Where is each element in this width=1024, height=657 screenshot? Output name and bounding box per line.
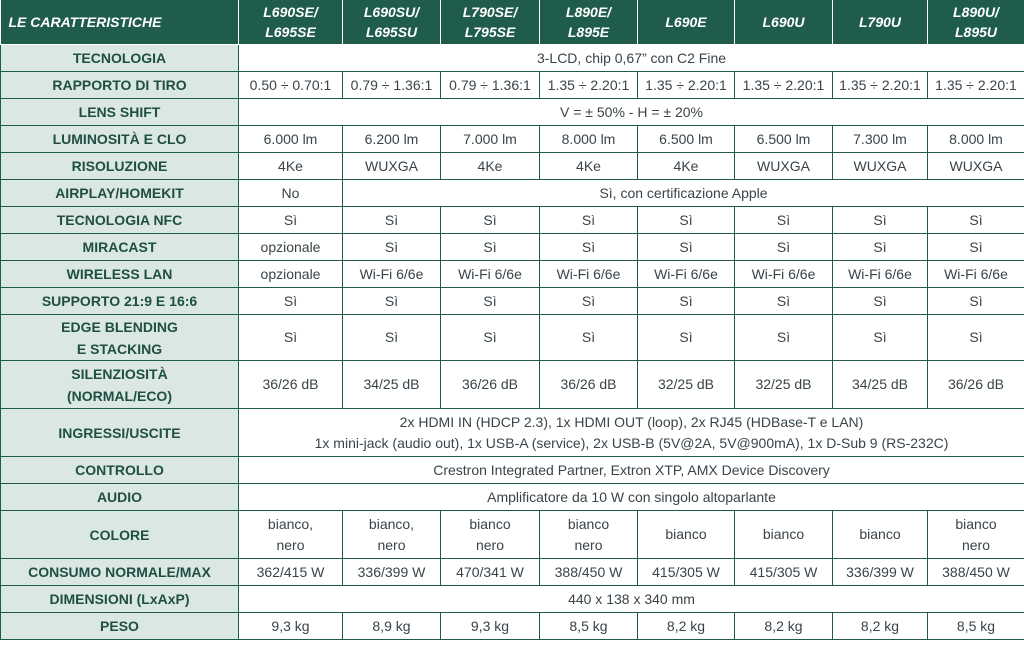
cell-value: No — [239, 180, 343, 207]
cell-value: Wi-Fi 6/6e — [343, 261, 441, 288]
cell-value: Sì — [638, 234, 735, 261]
row-label: AIRPLAY/HOMEKIT — [1, 180, 239, 207]
cell-value: 388/450 W — [540, 559, 638, 586]
cell-value: Wi-Fi 6/6e — [735, 261, 833, 288]
cell-value: Sì — [735, 207, 833, 234]
cell-value: Wi-Fi 6/6e — [928, 261, 1024, 288]
cell-value: bianco, nero — [343, 511, 441, 559]
row-label: WIRELESS LAN — [1, 261, 239, 288]
row-label: CONSUMO NORMALE/MAX — [1, 559, 239, 586]
row-miracast — [1, 234, 1024, 261]
cell-value: Sì — [540, 207, 638, 234]
header-model: L690SE/ L695SE — [239, 0, 343, 45]
row-rapporto-di-tiro — [1, 72, 1024, 99]
cell-value: Sì — [441, 315, 540, 361]
cell-value: Sì — [343, 207, 441, 234]
cell-value: 34/25 dB — [833, 361, 928, 409]
cell-value: Sì — [239, 207, 343, 234]
row-label: SILENZIOSITÀ (NORMAL/ECO) — [1, 361, 239, 409]
cell-value: 36/26 dB — [239, 361, 343, 409]
row-supporto — [1, 288, 1024, 315]
cell-value: 8,2 kg — [833, 613, 928, 640]
row-colore — [1, 511, 1024, 559]
cell-value: Wi-Fi 6/6e — [638, 261, 735, 288]
cell-value: Sì — [928, 315, 1024, 361]
cell-value: opzionale — [239, 261, 343, 288]
row-label: COLORE — [1, 511, 239, 559]
header-row — [1, 0, 1024, 45]
cell-value: V = ± 50% - H = ± 20% — [239, 99, 1024, 126]
row-label: MIRACAST — [1, 234, 239, 261]
cell-value: 8,2 kg — [638, 613, 735, 640]
cell-value: 440 x 138 x 340 mm — [239, 586, 1024, 613]
cell-value: Sì — [540, 315, 638, 361]
cell-value: 7.000 lm — [441, 126, 540, 153]
cell-value: 415/305 W — [638, 559, 735, 586]
cell-value: Sì — [540, 234, 638, 261]
cell-value: WUXGA — [928, 153, 1024, 180]
row-label: LENS SHIFT — [1, 99, 239, 126]
cell-value: Wi-Fi 6/6e — [441, 261, 540, 288]
cell-value: Sì — [441, 288, 540, 315]
header-features: LE CARATTERISTICHE — [1, 0, 239, 45]
row-luminosita — [1, 126, 1024, 153]
cell-value: 4Ke — [540, 153, 638, 180]
cell-value: 7.300 lm — [833, 126, 928, 153]
cell-value: Wi-Fi 6/6e — [540, 261, 638, 288]
row-peso — [1, 613, 1024, 640]
header-model: L690U — [735, 0, 833, 45]
row-label: CONTROLLO — [1, 457, 239, 484]
cell-value: 4Ke — [239, 153, 343, 180]
cell-value: 8.000 lm — [540, 126, 638, 153]
cell-value: bianco nero — [540, 511, 638, 559]
header-model: L690SU/ L695SU — [343, 0, 441, 45]
header-model: L890E/ L895E — [540, 0, 638, 45]
row-label: RISOLUZIONE — [1, 153, 239, 180]
cell-value: Sì — [638, 288, 735, 315]
cell-value: 32/25 dB — [735, 361, 833, 409]
row-label: AUDIO — [1, 484, 239, 511]
cell-value: bianco nero — [928, 511, 1024, 559]
cell-value: 9,3 kg — [441, 613, 540, 640]
row-wireless-lan — [1, 261, 1024, 288]
row-label: EDGE BLENDING E STACKING — [1, 315, 239, 361]
cell-value: 0.50 ÷ 0.70:1 — [239, 72, 343, 99]
row-edge-blending — [1, 315, 1024, 361]
cell-value: Sì — [638, 207, 735, 234]
row-controllo — [1, 457, 1024, 484]
cell-value: 36/26 dB — [441, 361, 540, 409]
cell-value: Sì — [928, 207, 1024, 234]
cell-value: 388/450 W — [928, 559, 1024, 586]
header-model: L890U/ L895U — [928, 0, 1024, 45]
cell-value: 36/26 dB — [540, 361, 638, 409]
cell-value: 0.79 ÷ 1.36:1 — [441, 72, 540, 99]
cell-value: 1.35 ÷ 2.20:1 — [928, 72, 1024, 99]
cell-value: Sì — [735, 315, 833, 361]
row-lens-shift — [1, 99, 1024, 126]
cell-value: 6.200 lm — [343, 126, 441, 153]
row-tecnologia-nfc — [1, 207, 1024, 234]
cell-value: 362/415 W — [239, 559, 343, 586]
cell-value: 6.000 lm — [239, 126, 343, 153]
row-label: PESO — [1, 613, 239, 640]
cell-value: Sì — [239, 288, 343, 315]
cell-value: 336/399 W — [343, 559, 441, 586]
cell-value: Sì — [735, 288, 833, 315]
header-model: L790U — [833, 0, 928, 45]
cell-value: bianco — [735, 511, 833, 559]
row-label: INGRESSI/USCITE — [1, 409, 239, 457]
cell-value: 3-LCD, chip 0,67” con C2 Fine — [239, 45, 1024, 72]
cell-value: Sì — [239, 315, 343, 361]
cell-value: 470/341 W — [441, 559, 540, 586]
cell-value: opzionale — [239, 234, 343, 261]
cell-value: WUXGA — [343, 153, 441, 180]
row-label: LUMINOSITÀ E CLO — [1, 126, 239, 153]
row-airplay-homekit — [1, 180, 1024, 207]
cell-value: Sì — [441, 207, 540, 234]
cell-value: Amplificatore da 10 W con singolo altoparlante — [239, 484, 1024, 511]
cell-value: 6.500 lm — [735, 126, 833, 153]
cell-value: 1.35 ÷ 2.20:1 — [833, 72, 928, 99]
cell-value: 6.500 lm — [638, 126, 735, 153]
row-label: DIMENSIONI (LxAxP) — [1, 586, 239, 613]
cell-value: 1.35 ÷ 2.20:1 — [540, 72, 638, 99]
cell-value: Sì — [540, 288, 638, 315]
cell-value: bianco nero — [441, 511, 540, 559]
cell-value: Sì, con certificazione Apple — [343, 180, 1024, 207]
cell-value: 336/399 W — [833, 559, 928, 586]
cell-value: 34/25 dB — [343, 361, 441, 409]
row-audio — [1, 484, 1024, 511]
cell-value: 8,5 kg — [540, 613, 638, 640]
cell-value: Sì — [343, 234, 441, 261]
row-ingressi-uscite — [1, 409, 1024, 457]
cell-value: Sì — [735, 234, 833, 261]
cell-value: 8.000 lm — [928, 126, 1024, 153]
cell-value: Sì — [638, 315, 735, 361]
cell-value: Sì — [343, 288, 441, 315]
row-label: SUPPORTO 21:9 E 16:6 — [1, 288, 239, 315]
cell-value: 8,9 kg — [343, 613, 441, 640]
cell-value: Sì — [928, 234, 1024, 261]
cell-value: 1.35 ÷ 2.20:1 — [638, 72, 735, 99]
cell-value: Crestron Integrated Partner, Extron XTP, AMX Device Discovery — [239, 457, 1024, 484]
cell-value: 36/26 dB — [928, 361, 1024, 409]
row-risoluzione — [1, 153, 1024, 180]
cell-value: bianco — [833, 511, 928, 559]
row-label: RAPPORTO DI TIRO — [1, 72, 239, 99]
cell-value: 2x HDMI IN (HDCP 2.3), 1x HDMI OUT (loop), 2x RJ45 (HDBase-T e LAN) 1x mini-jack (audio out), 1x USB-A (service), 2x USB-B (5V@2A, 5V@900mA), 1x D-Sub 9 (RS-232C) — [239, 409, 1024, 457]
header-model: L790SE/ L795SE — [441, 0, 540, 45]
cell-value: 9,3 kg — [239, 613, 343, 640]
cell-value: 1.35 ÷ 2.20:1 — [735, 72, 833, 99]
cell-value: Sì — [833, 315, 928, 361]
cell-value: 0.79 ÷ 1.36:1 — [343, 72, 441, 99]
cell-value: bianco, nero — [239, 511, 343, 559]
row-consumo — [1, 559, 1024, 586]
cell-value: Sì — [833, 207, 928, 234]
cell-value: Sì — [928, 288, 1024, 315]
header-model: L690E — [638, 0, 735, 45]
row-label: TECNOLOGIA — [1, 45, 239, 72]
row-dimensioni — [1, 586, 1024, 613]
cell-value: 415/305 W — [735, 559, 833, 586]
cell-value: WUXGA — [735, 153, 833, 180]
cell-value: 8,5 kg — [928, 613, 1024, 640]
cell-value: Sì — [441, 234, 540, 261]
cell-value: 4Ke — [441, 153, 540, 180]
cell-value: WUXGA — [833, 153, 928, 180]
row-tecnologia — [1, 45, 1024, 72]
cell-value: Sì — [343, 315, 441, 361]
cell-value: 8,2 kg — [735, 613, 833, 640]
row-silenziosita — [1, 361, 1024, 409]
cell-value: 32/25 dB — [638, 361, 735, 409]
cell-value: Wi-Fi 6/6e — [833, 261, 928, 288]
cell-value: 4Ke — [638, 153, 735, 180]
cell-value: Sì — [833, 288, 928, 315]
cell-value: bianco — [638, 511, 735, 559]
cell-value: Sì — [833, 234, 928, 261]
row-label: TECNOLOGIA NFC — [1, 207, 239, 234]
